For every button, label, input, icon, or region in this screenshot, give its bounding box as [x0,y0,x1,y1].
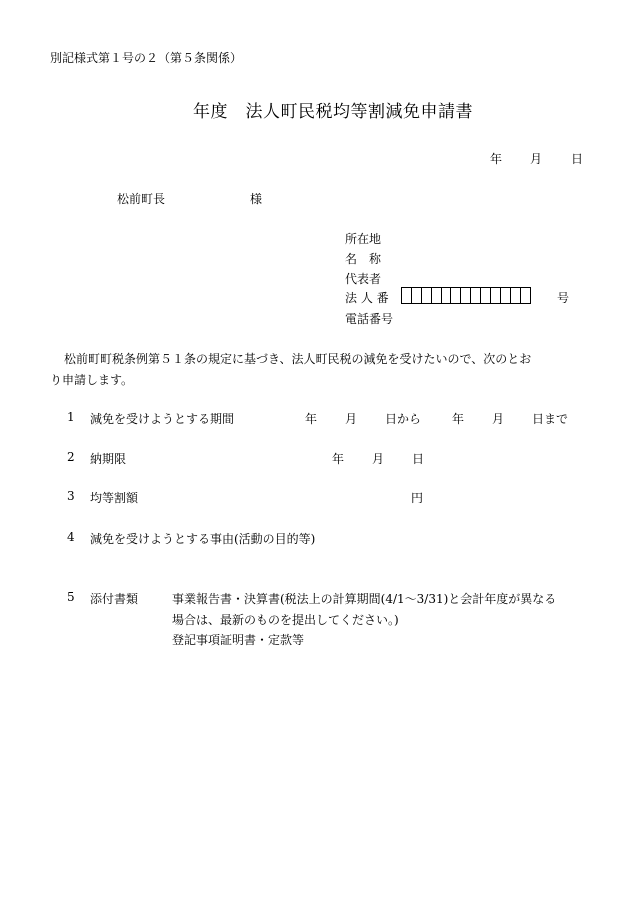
date-year: 年 [490,152,503,166]
address-label: 所在地 [345,232,382,246]
item2-day: 日 [412,452,425,466]
item5-line-2: 場合は、最新のものを提出してください。) [172,613,399,627]
corp-number-label: 法 人 番 [345,291,389,305]
item2-year: 年 [332,452,345,466]
item4-number: 4 [67,530,75,544]
representative-label: 代表者 [345,272,382,286]
body-text-line-2: り申請します。 [50,373,134,387]
date-day: 日 [571,152,584,166]
item2-label: 納期限 [90,452,127,466]
item1-from-month: 月 [345,412,358,426]
name-label: 名 称 [345,252,382,266]
item1-from-year: 年 [305,412,318,426]
item1-number: 1 [67,410,75,424]
date-month: 月 [530,152,543,166]
addressee-honorific: 様 [250,192,263,206]
item3-label: 均等割額 [90,491,139,505]
corp-number-digit-box[interactable] [520,287,531,304]
corp-number-suffix: 号 [557,291,570,305]
item5-line-1: 事業報告書・決算書(税法上の計算期間(4/1～3/31)と会計年度が異なる [172,592,557,606]
item4-label: 減免を受けようとする事由(活動の目的等) [90,532,316,546]
corp-number-boxes[interactable] [401,287,531,304]
body-text-line-1: 松前町町税条例第５１条の規定に基づき、法人町民税の減免を受けたいので、次のとお [64,352,532,366]
phone-label: 電話番号 [345,312,394,326]
item2-month: 月 [372,452,385,466]
item1-to-day: 日まで [532,412,569,426]
item3-number: 3 [67,489,75,503]
item5-number: 5 [67,590,75,604]
item1-label: 減免を受けようとする期間 [90,412,235,426]
item5-label: 添付書類 [90,592,139,606]
item5-line-3: 登記事項証明書・定款等 [172,633,305,647]
form-reference: 別記様式第１号の２（第５条関係） [50,51,243,65]
item3-unit: 円 [411,491,424,505]
addressee-name: 松前町長 [117,192,166,206]
item1-to-month: 月 [492,412,505,426]
form-title: 年度 法人町民税均等割減免申請書 [193,102,473,122]
item1-to-year: 年 [452,412,465,426]
item2-number: 2 [67,450,75,464]
item1-from-day: 日から [385,412,422,426]
